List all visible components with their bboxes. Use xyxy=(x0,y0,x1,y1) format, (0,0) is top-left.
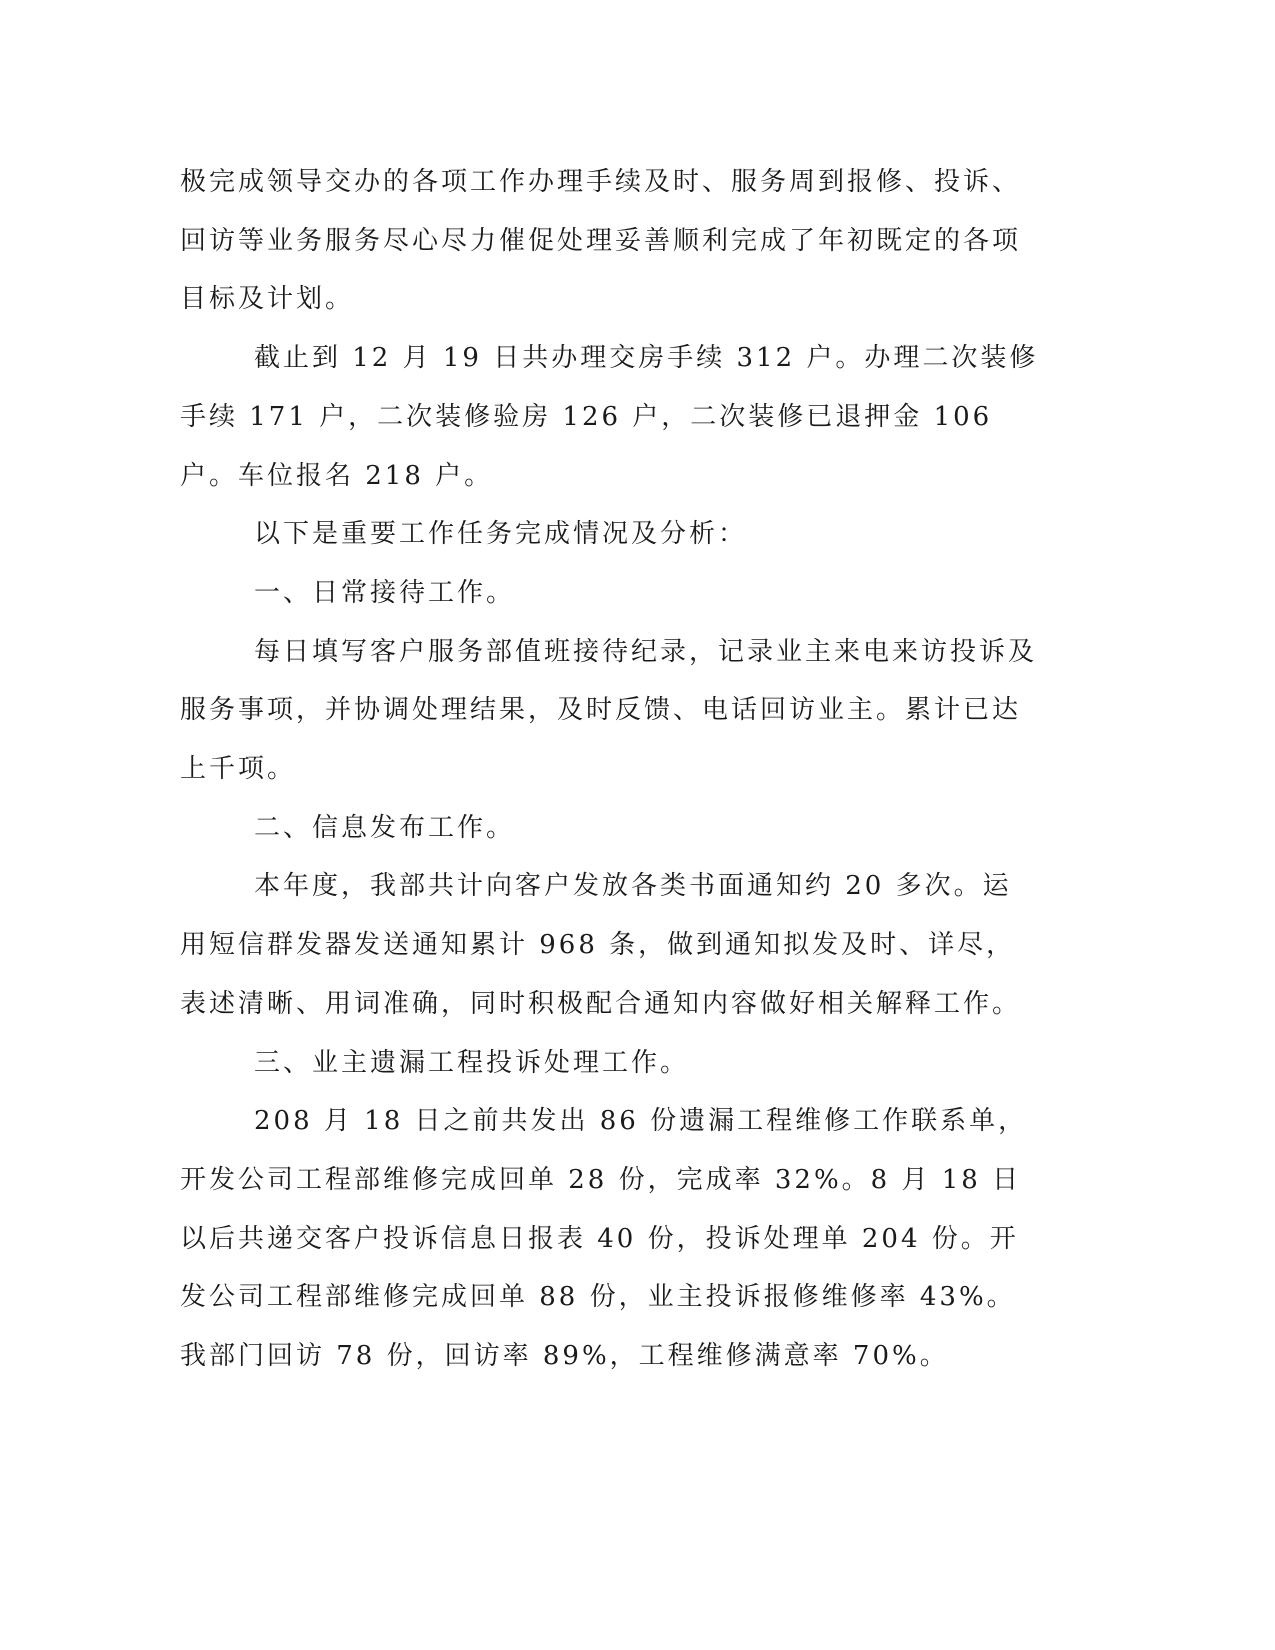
paragraph-info-release: 本年度，我部共计向客户发放各类书面通知约 20 多次。运用短信群发器发送通知累计 968 条，做到通知拟发及时、详尽，表述清晰、用词准确，同时积极配合通知内容做好相关解释工作。 xyxy=(180,871,1022,1019)
heading-info-release: 二、信息发布工作。 xyxy=(254,812,516,843)
heading-complaint-handling: 三、业主遗漏工程投诉处理工作。 xyxy=(254,1047,690,1078)
heading-daily-reception: 一、日常接待工作。 xyxy=(254,577,516,608)
paragraph-handover-stats: 截止到 12 月 19 日共办理交房手续 312 户。办理二次装修手续 171 户，二次装修验房 126 户，二次装修已退押金 106 户。车位报名 218 户。 xyxy=(180,343,1039,491)
paragraph-intro: 以下是重要工作任务完成情况及分析： xyxy=(254,519,748,550)
paragraph-continuation: 极完成领导交办的各项工作办理手续及时、服务周到报修、投诉、回访等业务服务尽心尽力催促处理妥善顺利完成了年初既定的各项目标及计划。 xyxy=(180,167,1022,315)
document-body xyxy=(180,153,1040,1386)
paragraph-daily-reception: 每日填写客户服务部值班接待纪录，记录业主来电来访投诉及服务事项，并协调处理结果，及时反馈、电话回访业主。累计已达上千项。 xyxy=(180,636,1038,785)
paragraph-complaint-handling: 208 月 18 日之前共发出 86 份遗漏工程维修工作联系单，开发公司工程部维修完成回单 28 份，完成率 32%。8 月 18 日以后共递交客户投诉信息日报表 40 份，投诉处理单 204 份。开发公司工程部维修完成回单 88 份，业主投诉报修维修率 43%。我部门回访 78 份，回访率 89%，工程维修满意率 70%。 xyxy=(180,1106,1028,1372)
